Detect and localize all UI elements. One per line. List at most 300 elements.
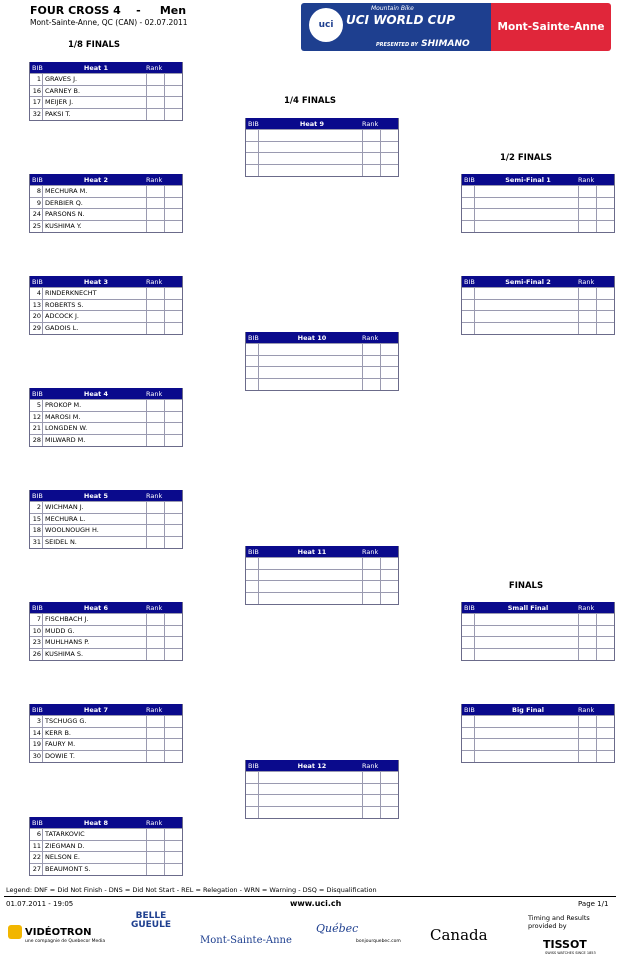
rider-name — [475, 311, 579, 322]
rider-row — [30, 727, 182, 739]
rider-bib — [246, 379, 259, 390]
rider-name: KERR B. — [43, 728, 147, 739]
heat-header — [462, 602, 614, 613]
rider-name — [259, 356, 363, 367]
rank-cell — [147, 637, 165, 648]
rider-bib: 8 — [30, 186, 43, 197]
round-title-final: FINALS — [508, 581, 544, 591]
heat-name: Heat 12 — [297, 761, 327, 770]
rider-row — [30, 750, 182, 762]
round-title-r16: 1/8 FINALS — [67, 40, 121, 50]
rider-name — [475, 300, 579, 311]
bib-header: BIB — [32, 389, 43, 398]
rank-cell — [363, 356, 381, 367]
rider-row — [30, 434, 182, 446]
rider-bib — [246, 142, 259, 153]
rank-cell — [363, 153, 381, 164]
extra-cell — [165, 323, 182, 334]
rider-name — [475, 186, 579, 197]
rider-bib: 1 — [30, 74, 43, 85]
rider-bib — [462, 728, 475, 739]
extra-cell — [165, 412, 182, 423]
rank-cell — [147, 288, 165, 299]
rider-bib — [246, 807, 259, 818]
extra-cell — [381, 130, 398, 141]
rider-bib — [246, 367, 259, 378]
rider-name: BEAUMONT S. — [43, 864, 147, 875]
heat-table — [245, 118, 399, 177]
rider-row — [30, 399, 182, 411]
rider-row — [30, 322, 182, 334]
rank-header: Rank — [578, 603, 595, 612]
uci-logo: uci — [309, 8, 343, 42]
rider-row — [462, 750, 614, 762]
rider-row — [30, 524, 182, 536]
rank-cell — [147, 311, 165, 322]
rank-cell — [363, 142, 381, 153]
rank-cell — [363, 344, 381, 355]
extra-cell — [165, 614, 182, 625]
rank-header: Rank — [146, 603, 163, 612]
banner-left — [301, 3, 491, 51]
rider-bib: 32 — [30, 109, 43, 120]
rank-header: Rank — [578, 277, 595, 286]
rider-bib: 9 — [30, 198, 43, 209]
rank-cell — [363, 795, 381, 806]
heat-table — [245, 332, 399, 391]
rider-name: LONGDEN W. — [43, 423, 147, 434]
rank-header: Rank — [146, 389, 163, 398]
rider-row — [246, 592, 398, 604]
rider-name: PROKOP M. — [43, 400, 147, 411]
rider-row — [462, 197, 614, 209]
rank-cell — [579, 209, 597, 220]
rider-name: NELSON E. — [43, 852, 147, 863]
rider-bib: 7 — [30, 614, 43, 625]
extra-cell — [597, 186, 614, 197]
extra-cell — [597, 739, 614, 750]
extra-cell — [165, 400, 182, 411]
rider-row — [30, 863, 182, 875]
rider-name: MUDD G. — [43, 626, 147, 637]
rider-name — [259, 142, 363, 153]
rider-bib — [462, 716, 475, 727]
rider-name: ROBERTS S. — [43, 300, 147, 311]
heat-name: Heat 11 — [297, 547, 327, 556]
rank-cell — [147, 614, 165, 625]
tissot-sub: SWISS WATCHES SINCE 1853 — [545, 951, 596, 955]
videotron-icon — [8, 925, 22, 939]
rider-row — [462, 727, 614, 739]
rider-bib: 13 — [30, 300, 43, 311]
rider-row — [462, 648, 614, 660]
rank-cell — [147, 864, 165, 875]
rider-name: MECHURA L. — [43, 514, 147, 525]
rider-bib — [462, 198, 475, 209]
rank-header: Rank — [146, 705, 163, 714]
extra-cell — [381, 142, 398, 153]
extra-cell — [597, 311, 614, 322]
extra-cell — [165, 97, 182, 108]
quebec-sub: bonjourquebec.com — [356, 939, 401, 944]
extra-cell — [165, 649, 182, 660]
rank-cell — [363, 772, 381, 783]
extra-cell — [597, 728, 614, 739]
rider-row — [30, 85, 182, 97]
heat-name: Heat 9 — [299, 119, 325, 128]
world-cup-banner — [301, 3, 611, 51]
rider-row — [462, 715, 614, 727]
rider-row — [462, 310, 614, 322]
heat-table — [461, 602, 615, 661]
rider-bib: 3 — [30, 716, 43, 727]
banner-presented-by — [376, 39, 470, 49]
heat-name: Big Final — [511, 705, 544, 714]
rider-bib — [246, 153, 259, 164]
rank-cell — [579, 221, 597, 232]
rider-name: GADOIS L. — [43, 323, 147, 334]
print-date: 01.07.2011 - 19:05 — [6, 900, 74, 908]
rider-bib — [462, 649, 475, 660]
extra-cell — [381, 807, 398, 818]
rank-cell — [147, 537, 165, 548]
rider-row — [30, 636, 182, 648]
extra-cell — [597, 626, 614, 637]
extra-cell — [165, 637, 182, 648]
rider-bib: 10 — [30, 626, 43, 637]
rider-row — [462, 208, 614, 220]
rider-row — [246, 355, 398, 367]
rider-name — [259, 772, 363, 783]
rider-row — [30, 287, 182, 299]
extra-cell — [381, 570, 398, 581]
extra-cell — [165, 751, 182, 762]
rider-bib: 16 — [30, 86, 43, 97]
rider-row — [246, 771, 398, 783]
rider-name — [475, 716, 579, 727]
rider-bib: 30 — [30, 751, 43, 762]
rider-bib: 12 — [30, 412, 43, 423]
extra-cell — [381, 593, 398, 604]
msa-logo: Mont-Sainte-Anne — [200, 935, 292, 946]
rider-row — [30, 185, 182, 197]
bib-header: BIB — [32, 818, 43, 827]
rider-name — [475, 728, 579, 739]
rider-row — [30, 208, 182, 220]
rank-cell — [579, 300, 597, 311]
rider-bib: 6 — [30, 829, 43, 840]
rank-cell — [147, 852, 165, 863]
rider-row — [462, 625, 614, 637]
banner-venue: Mont-Sainte-Anne — [491, 3, 611, 51]
rank-cell — [579, 186, 597, 197]
heat-name: Heat 7 — [83, 705, 109, 714]
heat-header — [462, 174, 614, 185]
rider-name — [259, 379, 363, 390]
rank-cell — [147, 525, 165, 536]
tissot-logo: TISSOT — [543, 938, 587, 951]
round-title-qf: 1/4 FINALS — [283, 96, 337, 106]
bib-header: BIB — [464, 277, 475, 286]
heat-header — [462, 704, 614, 715]
extra-cell — [165, 288, 182, 299]
rank-cell — [147, 198, 165, 209]
extra-cell — [165, 423, 182, 434]
rider-name — [475, 288, 579, 299]
rider-bib: 4 — [30, 288, 43, 299]
rider-name — [259, 784, 363, 795]
extra-cell — [381, 153, 398, 164]
rider-bib: 24 — [30, 209, 43, 220]
rider-row — [246, 129, 398, 141]
rider-name — [259, 558, 363, 569]
rider-row — [30, 648, 182, 660]
rider-row — [30, 625, 182, 637]
rider-name: GRAVES J. — [43, 74, 147, 85]
extra-cell — [597, 716, 614, 727]
rider-name: ZIEGMAN D. — [43, 841, 147, 852]
heat-table — [29, 62, 183, 121]
heat-header — [462, 276, 614, 287]
rider-name: FAURY M. — [43, 739, 147, 750]
rider-name — [259, 165, 363, 176]
rank-cell — [363, 581, 381, 592]
rider-name: PAKSI T. — [43, 109, 147, 120]
rank-cell — [147, 739, 165, 750]
extra-cell — [165, 739, 182, 750]
rank-cell — [147, 109, 165, 120]
rider-row — [462, 287, 614, 299]
rank-cell — [147, 502, 165, 513]
presented-by-label: PRESENTED BY — [376, 42, 419, 48]
rank-cell — [147, 74, 165, 85]
rider-row — [246, 366, 398, 378]
rank-cell — [363, 807, 381, 818]
rank-header: Rank — [362, 761, 379, 770]
extra-cell — [165, 537, 182, 548]
rider-bib: 11 — [30, 841, 43, 852]
rider-bib — [246, 772, 259, 783]
rider-row — [462, 322, 614, 334]
bib-header: BIB — [32, 277, 43, 286]
rider-bib — [462, 323, 475, 334]
rank-header: Rank — [146, 277, 163, 286]
belle-gueule-logo: BELLE GUEULE — [130, 911, 172, 930]
rider-name: MEIJER J. — [43, 97, 147, 108]
uci-link[interactable]: www.uci.ch — [290, 899, 342, 908]
extra-cell — [381, 379, 398, 390]
heat-header — [30, 276, 182, 287]
rider-bib: 29 — [30, 323, 43, 334]
rider-name — [475, 614, 579, 625]
rank-cell — [579, 716, 597, 727]
rider-name — [259, 807, 363, 818]
rank-cell — [579, 198, 597, 209]
rider-row — [246, 580, 398, 592]
extra-cell — [165, 502, 182, 513]
rider-row — [30, 738, 182, 750]
rank-cell — [147, 186, 165, 197]
rank-cell — [363, 784, 381, 795]
extra-cell — [597, 323, 614, 334]
rider-name: TSCHUGG G. — [43, 716, 147, 727]
rider-row — [462, 299, 614, 311]
rider-bib — [246, 593, 259, 604]
extra-cell — [165, 300, 182, 311]
heat-header — [246, 546, 398, 557]
rider-bib — [462, 221, 475, 232]
page-number: Page 1/1 — [578, 900, 609, 908]
heat-name: Heat 6 — [83, 603, 109, 612]
rider-row — [30, 310, 182, 322]
heat-table — [29, 276, 183, 335]
rank-header: Rank — [362, 547, 379, 556]
heat-table — [245, 546, 399, 605]
rider-name: RINDERKNECHT — [43, 288, 147, 299]
rider-bib — [462, 288, 475, 299]
rider-name — [475, 221, 579, 232]
rider-bib — [246, 795, 259, 806]
rank-cell — [579, 637, 597, 648]
rider-name: DOWIE T. — [43, 751, 147, 762]
rider-bib: 27 — [30, 864, 43, 875]
rider-row — [30, 411, 182, 423]
rank-header: Rank — [146, 63, 163, 72]
extra-cell — [597, 209, 614, 220]
rider-row — [30, 73, 182, 85]
rider-row — [246, 343, 398, 355]
rank-cell — [147, 626, 165, 637]
bib-header: BIB — [248, 547, 259, 556]
rank-cell — [363, 570, 381, 581]
rank-cell — [363, 558, 381, 569]
extra-cell — [381, 772, 398, 783]
rank-cell — [579, 649, 597, 660]
bib-header: BIB — [32, 705, 43, 714]
bib-header: BIB — [464, 603, 475, 612]
rank-cell — [147, 751, 165, 762]
extra-cell — [381, 581, 398, 592]
rider-bib — [246, 344, 259, 355]
timing-credit: Timing and Results provided by — [528, 914, 590, 930]
extra-cell — [165, 829, 182, 840]
rank-cell — [147, 716, 165, 727]
rider-name: DERBIER Q. — [43, 198, 147, 209]
rider-name — [259, 570, 363, 581]
rider-name — [475, 323, 579, 334]
rider-name — [475, 626, 579, 637]
rider-bib — [246, 558, 259, 569]
rider-row — [246, 152, 398, 164]
page-title: FOUR CROSS 4 - Men — [30, 4, 187, 17]
rider-name — [259, 344, 363, 355]
rider-name: CARNEY B. — [43, 86, 147, 97]
rank-cell — [147, 412, 165, 423]
heat-table — [29, 388, 183, 447]
rider-bib — [462, 739, 475, 750]
rank-cell — [363, 367, 381, 378]
rider-row — [30, 840, 182, 852]
rider-row — [30, 96, 182, 108]
banner-mtb-label: Mountain Bike — [371, 5, 414, 12]
rank-header: Rank — [362, 333, 379, 342]
rider-bib: 18 — [30, 525, 43, 536]
rank-header: Rank — [146, 818, 163, 827]
extra-cell — [165, 311, 182, 322]
rider-name — [259, 130, 363, 141]
rider-bib: 14 — [30, 728, 43, 739]
event-subtitle: Mont-Sainte-Anne, QC (CAN) - 02.07.2011 — [30, 18, 188, 27]
extra-cell — [165, 221, 182, 232]
rider-bib — [246, 581, 259, 592]
heat-table — [29, 174, 183, 233]
heat-header — [30, 704, 182, 715]
rank-header: Rank — [362, 119, 379, 128]
rider-row — [30, 422, 182, 434]
rider-name — [259, 593, 363, 604]
videotron-sub: une compagnie de Quebecor Media — [25, 939, 106, 944]
heat-table — [245, 760, 399, 819]
rank-cell — [147, 300, 165, 311]
extra-cell — [165, 626, 182, 637]
rider-name: SEIDEL N. — [43, 537, 147, 548]
rider-row — [462, 220, 614, 232]
rider-bib: 20 — [30, 311, 43, 322]
extra-cell — [597, 288, 614, 299]
extra-cell — [597, 649, 614, 660]
rider-bib: 17 — [30, 97, 43, 108]
bib-header: BIB — [32, 491, 43, 500]
heat-name: Heat 8 — [83, 818, 109, 827]
rider-name: KUSHIMA S. — [43, 649, 147, 660]
extra-cell — [381, 367, 398, 378]
rider-bib: 19 — [30, 739, 43, 750]
extra-cell — [381, 356, 398, 367]
rank-cell — [579, 751, 597, 762]
heat-table — [29, 817, 183, 876]
rider-bib: 22 — [30, 852, 43, 863]
rider-name: WOOLNOUGH H. — [43, 525, 147, 536]
rank-cell — [363, 379, 381, 390]
heat-header — [246, 332, 398, 343]
heat-name: Small Final — [507, 603, 549, 612]
rider-bib: 21 — [30, 423, 43, 434]
rider-row — [30, 828, 182, 840]
rank-cell — [147, 97, 165, 108]
rank-cell — [579, 728, 597, 739]
rider-row — [30, 851, 182, 863]
bib-header: BIB — [248, 333, 259, 342]
extra-cell — [597, 221, 614, 232]
rider-row — [246, 164, 398, 176]
heat-header — [246, 118, 398, 129]
rider-name — [259, 153, 363, 164]
heat-name: Heat 2 — [83, 175, 109, 184]
bib-header: BIB — [32, 603, 43, 612]
rider-row — [462, 613, 614, 625]
rider-row — [246, 378, 398, 390]
rider-name — [475, 637, 579, 648]
rank-header: Rank — [146, 491, 163, 500]
rider-bib — [246, 165, 259, 176]
extra-cell — [381, 165, 398, 176]
extra-cell — [165, 728, 182, 739]
rank-cell — [147, 400, 165, 411]
rank-cell — [147, 514, 165, 525]
rank-header: Rank — [578, 175, 595, 184]
heat-name: Heat 4 — [83, 389, 109, 398]
rider-row — [30, 108, 182, 120]
